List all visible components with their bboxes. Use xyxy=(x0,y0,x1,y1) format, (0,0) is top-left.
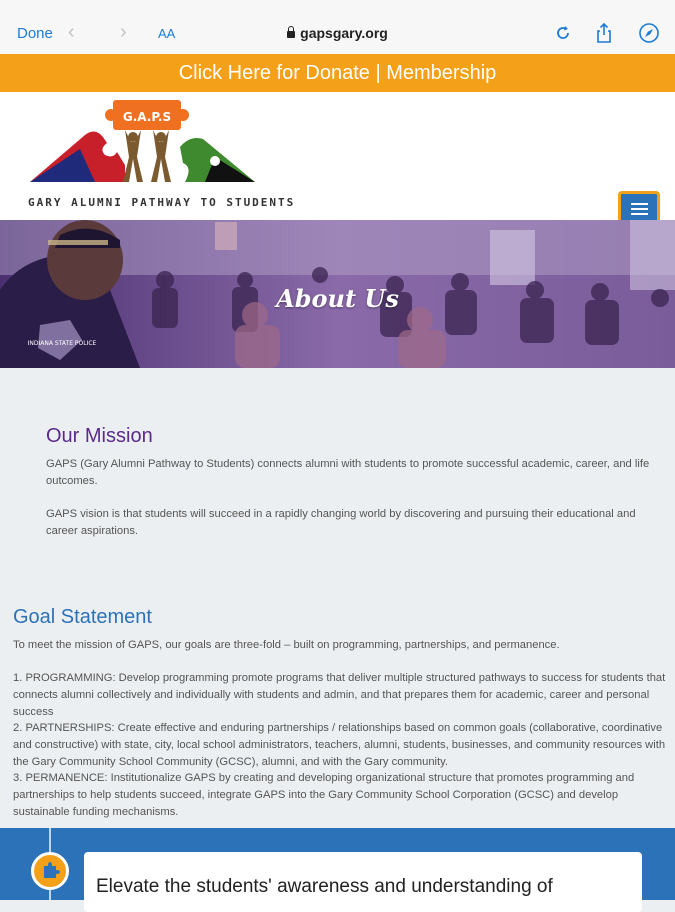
vision-paragraph: GAPS vision is that students will succeed in a rapidly changing world by discovering and pursuing their educational and career aspirations. xyxy=(46,508,636,537)
goal-item-programming: 1. PROGRAMMING: Develop programming promote programs that deliver multiple structured pathways to success for students that connects alumni collectively and individually with students and admin, and that prepares them for academic, career and personal success xyxy=(13,672,666,718)
menu-bar-icon xyxy=(631,213,648,215)
reload-icon[interactable] xyxy=(552,22,574,44)
forward-icon[interactable]: › xyxy=(120,21,127,43)
donate-membership-banner[interactable]: Click Here for Donate | Membership xyxy=(0,54,675,92)
objective-callout xyxy=(84,852,642,912)
browser-toolbar xyxy=(0,0,675,55)
menu-bar-icon xyxy=(631,203,648,205)
police-badge-text: INDIANA STATE POLICE xyxy=(27,340,97,347)
about-hero-banner xyxy=(0,220,675,368)
compass-icon[interactable] xyxy=(638,22,660,44)
puzzle-icon xyxy=(31,852,69,890)
menu-bar-icon xyxy=(631,208,648,210)
goal-item-permanence: 3. PERMANENCE: Institutionalize GAPS by creating and developing organizational structure that promotes programming and partnerships to help students succeed, integrate GAPS into the Gary Community School Corporation (GCSC) and develop sustainable funding mechanisms. xyxy=(13,772,635,818)
mission-heading: Our Mission xyxy=(46,425,153,447)
page-title: About Us xyxy=(276,284,399,313)
back-icon[interactable]: ‹ xyxy=(68,21,75,43)
lock-icon xyxy=(287,31,295,38)
share-icon[interactable] xyxy=(593,22,615,44)
logo-tagline: GARY ALUMNI PATHWAY TO STUDENTS xyxy=(28,196,296,209)
callout-text: Elevate the students' awareness and understanding of xyxy=(96,876,553,897)
mission-paragraph: GAPS (Gary Alumni Pathway to Students) connects alumni with students to promote successful academic, career, and life outcomes. xyxy=(46,458,650,487)
done-button[interactable]: Done xyxy=(17,25,53,42)
logo-badge-text: G.A.P.S xyxy=(122,110,172,124)
goal-intro: To meet the mission of GAPS, our goals are three-fold – built on programming, partnerships, and permanence. xyxy=(13,639,560,651)
goal-item-partnerships: 2. PARTNERSHIPS: Create effective and enduring partnerships / relationships based on common goals (collaborative, coordinative and constructive) with state, city, local school administrators, teachers, alumni, students, businesses, and community resources with the Gary Community School Community (GCSC), alumni, and with the Gary community. xyxy=(13,722,666,768)
url-text: gapsgary.org xyxy=(300,25,388,41)
goal-heading: Goal Statement xyxy=(13,606,152,628)
text-size-button[interactable]: AA xyxy=(158,26,176,41)
